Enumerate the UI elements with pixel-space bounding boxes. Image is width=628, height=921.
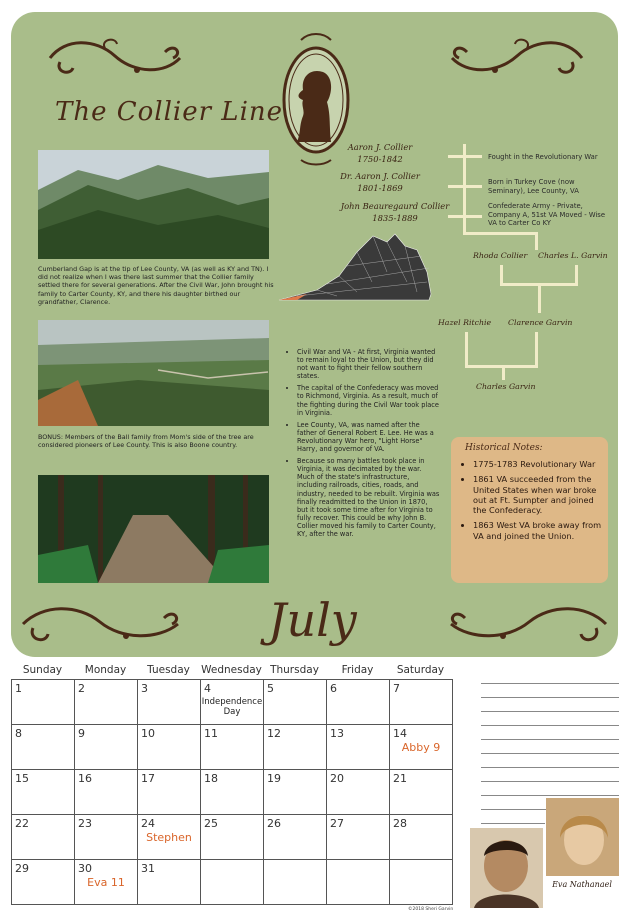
scroll-ornament-top-left bbox=[45, 34, 185, 82]
gen1-connector bbox=[500, 265, 503, 285]
note-line bbox=[481, 683, 619, 684]
civil-war-note-1: • Civil War and VA - At first, Virginia wanted to remain loyal to the Union, but they did not want to fight their fellow southern states. bbox=[297, 348, 440, 380]
calendar-day: 15 bbox=[12, 770, 75, 815]
calendar-day: 7 bbox=[390, 680, 453, 725]
ancestor-1 bbox=[330, 141, 430, 165]
scroll-ornament-bottom-right bbox=[446, 600, 611, 648]
calendar-day: 8 bbox=[12, 725, 75, 770]
historical-notes-box bbox=[451, 437, 608, 583]
note-line bbox=[481, 795, 619, 796]
dow-thursday: Thursday bbox=[270, 664, 319, 676]
calendar-day: 1 bbox=[12, 680, 75, 725]
gen2-down bbox=[502, 365, 505, 380]
ancestor-bracket-h2 bbox=[448, 185, 482, 188]
ancestor-note-1: Fought in the Revolutionary War bbox=[488, 153, 598, 161]
calendar-day: 10 bbox=[138, 725, 201, 770]
calendar-week-5 bbox=[12, 860, 453, 905]
note-line bbox=[481, 697, 619, 698]
note-line bbox=[481, 753, 619, 754]
calendar-day: 4 Independence Day bbox=[201, 680, 264, 725]
ancestor-bracket-h3 bbox=[448, 215, 482, 218]
calendar-day: 2 bbox=[75, 680, 138, 725]
gen2-connector-right bbox=[535, 332, 538, 367]
calendar-day: 5 bbox=[264, 680, 327, 725]
calendar-day: 14 Abby 9 bbox=[390, 725, 453, 770]
ancestor-note-3: Confederate Army - Private, Company A, 51st VA Moved - Wise VA to Carter Co KY bbox=[488, 202, 606, 228]
calendar-week-3 bbox=[12, 770, 453, 815]
calendar-day: 13 bbox=[327, 725, 390, 770]
ancestor-bracket-h1 bbox=[448, 155, 482, 158]
calendar-day: 30 Eva 11 bbox=[75, 860, 138, 905]
dow-saturday: Saturday bbox=[396, 664, 445, 676]
note-line bbox=[481, 823, 545, 824]
bonus-caption: BONUS: Members of the Ball family from Mom's side of the tree are considered pioneers of Lee County. This is also Boone country. bbox=[38, 433, 254, 450]
note-line bbox=[481, 711, 619, 712]
scroll-ornament-bottom-left bbox=[18, 600, 183, 648]
calendar-week-2 bbox=[12, 725, 453, 770]
girl-photo bbox=[546, 798, 619, 876]
calendar-week-4 bbox=[12, 815, 453, 860]
note-line bbox=[481, 725, 619, 726]
dow-sunday: Sunday bbox=[22, 664, 63, 676]
civil-war-note-3: • Lee County, VA, was named after the father of General Robert E. Lee. He was a Revolutionary War hero, "Light Horse" Harry, and governor of VA. bbox=[297, 421, 440, 453]
calendar-day: 27 bbox=[327, 815, 390, 860]
calendar-day: 29 bbox=[12, 860, 75, 905]
dow-monday: Monday bbox=[84, 664, 127, 676]
descendant-clarence: Clarence Garvin bbox=[508, 318, 573, 327]
ancestor-3 bbox=[335, 200, 455, 224]
calendar-day bbox=[201, 860, 264, 905]
descendant-rhoda: Rhoda Collier bbox=[473, 251, 528, 260]
calendar-day bbox=[390, 860, 453, 905]
descendant-charles-l: Charles L. Garvin bbox=[538, 251, 608, 260]
dow-friday: Friday bbox=[341, 664, 374, 676]
calendar-day: 12 bbox=[264, 725, 327, 770]
ancestor-bracket-h4 bbox=[463, 232, 538, 235]
virginia-map bbox=[277, 232, 433, 304]
calendar-day: 31 bbox=[138, 860, 201, 905]
kids-label: Eva Nathanael bbox=[552, 880, 612, 889]
ancestor-3-years: 1835-1889 bbox=[372, 213, 418, 223]
civil-war-note-2: • The capital of the Confederacy was moved to Richmond, Virginia. As a result, much of the fighting during the Civil War took place in Virginia. bbox=[297, 384, 440, 416]
civil-war-notes bbox=[285, 348, 440, 542]
calendar-week-1 bbox=[12, 680, 453, 725]
note-line bbox=[481, 739, 619, 740]
ancestor-note-2: Born in Turkey Cove (now Seminary), Lee County, VA bbox=[488, 178, 579, 195]
gen1-down bbox=[538, 283, 541, 313]
calendar-day: 11 bbox=[201, 725, 264, 770]
copyright-text: ©2018 Sheri Garvin bbox=[408, 907, 454, 912]
month-title: July bbox=[268, 593, 357, 647]
historical-notes-title: Historical Notes: bbox=[465, 443, 543, 453]
descendant-charles: Charles Garvin bbox=[476, 382, 536, 391]
calendar-day: 9 bbox=[75, 725, 138, 770]
gen2-connector-left bbox=[465, 332, 468, 367]
ancestor-1-name: Aaron J. Collier bbox=[347, 142, 413, 152]
historical-note-2: • 1861 VA succeeded from the United States when war broke out at Ft. Sumpter and joined the Confederacy. bbox=[473, 474, 609, 515]
calendar-day: 3 bbox=[138, 680, 201, 725]
dow-wednesday: Wednesday bbox=[201, 664, 262, 676]
ancestor-bracket-down bbox=[535, 232, 538, 250]
calendar-day: 20 bbox=[327, 770, 390, 815]
page-title: The Collier Line bbox=[55, 97, 284, 127]
dow-tuesday: Tuesday bbox=[147, 664, 190, 676]
historical-note-1: • 1775-1783 Revolutionary War bbox=[473, 459, 609, 469]
calendar-day: 24 Stephen bbox=[138, 815, 201, 860]
calendar-day: 28 bbox=[390, 815, 453, 860]
calendar-day: 23 bbox=[75, 815, 138, 860]
calendar-day: 19 bbox=[264, 770, 327, 815]
calendar-day bbox=[327, 860, 390, 905]
forest-trail-photo bbox=[38, 475, 269, 583]
calendar-day: 16 bbox=[75, 770, 138, 815]
scroll-ornament-top-right bbox=[447, 34, 587, 82]
civil-war-note-4: • Because so many battles took place in Virginia, it was decimated by the war. Much of the state's infrastructure, including railroads, cities, roads, and industry, needed to be rebuilt. Virginia was finally readmitted to the Union in 1870, but it took some time after for Virginia to fully recover. This could be why John B. Collier moved his family to Carter County, KY, after the war. bbox=[297, 457, 440, 538]
ancestor-2-name: Dr. Aaron J. Collier bbox=[340, 171, 420, 181]
gen1-connector-right bbox=[575, 265, 578, 285]
boy-photo bbox=[470, 828, 543, 908]
ancestor-2 bbox=[322, 170, 438, 194]
descendant-hazel: Hazel Ritchie bbox=[438, 318, 492, 327]
calendar-day: 25 bbox=[201, 815, 264, 860]
note-line bbox=[481, 767, 619, 768]
ancestor-2-years: 1801-1869 bbox=[357, 183, 403, 193]
ancestor-3-name: John Beauregaurd Collier bbox=[340, 201, 450, 211]
birthday-label: Stephen bbox=[146, 831, 192, 844]
cumberland-caption: Cumberland Gap is at the tip of Lee County, VA (as well as KY and TN). I did not realize when I was there last summer that the Collier family settled there for several generations. After the Civil War, John brought his family to Carter County, KY, and there his daughter birthed our grandfather, Clarence. bbox=[38, 265, 274, 306]
ancestor-1-years: 1750-1842 bbox=[357, 154, 403, 164]
valley-photo bbox=[38, 320, 269, 426]
holiday-label: Independence Day bbox=[201, 697, 263, 717]
calendar-day: 17 bbox=[138, 770, 201, 815]
historical-note-3: • 1863 West VA broke away from VA and joined the Union. bbox=[473, 520, 609, 541]
birthday-label: Eva 11 bbox=[87, 876, 125, 889]
calendar-day: 26 bbox=[264, 815, 327, 860]
calendar-day: 21 bbox=[390, 770, 453, 815]
calendar-day: 22 bbox=[12, 815, 75, 860]
birthday-label: Abby 9 bbox=[401, 741, 441, 754]
calendar-grid bbox=[11, 679, 453, 905]
calendar-day: 18 bbox=[201, 770, 264, 815]
cumberland-gap-photo bbox=[38, 150, 269, 259]
note-line bbox=[481, 781, 619, 782]
calendar-day bbox=[264, 860, 327, 905]
calendar-day: 6 bbox=[327, 680, 390, 725]
